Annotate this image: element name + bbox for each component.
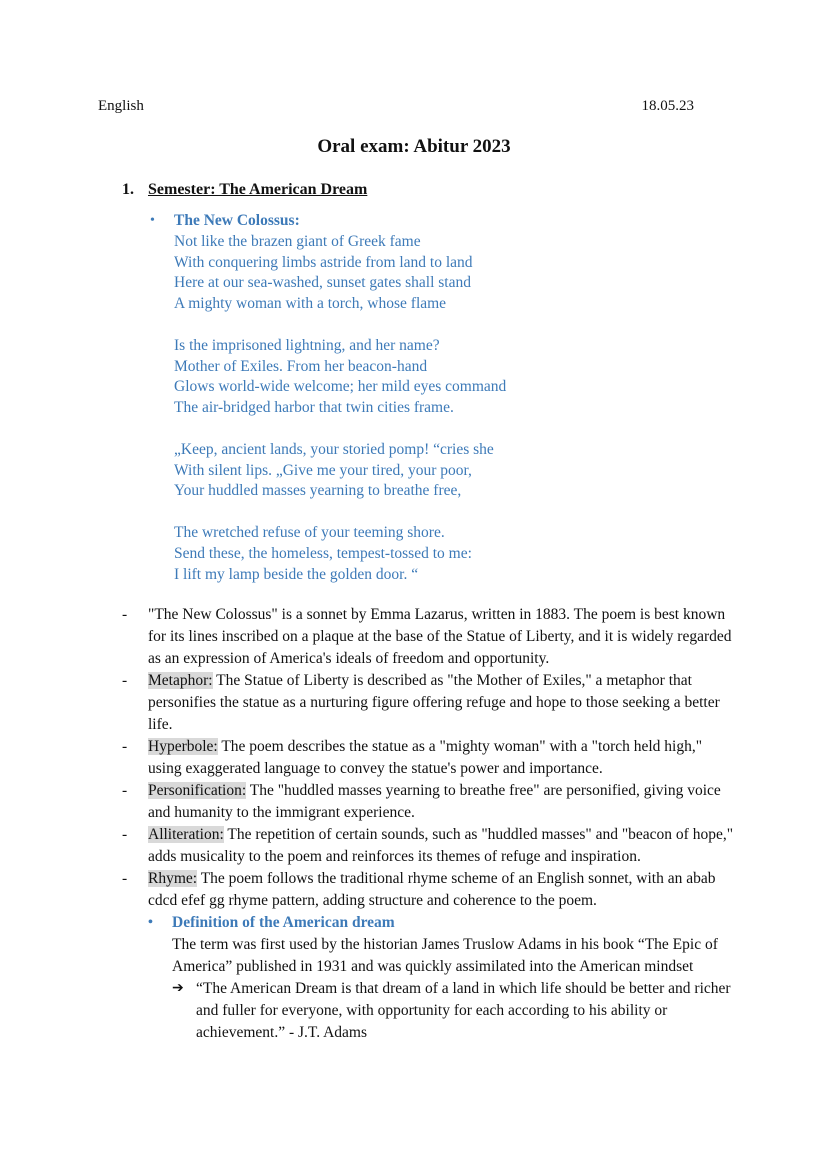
definition-block bbox=[122, 912, 734, 1044]
note-item bbox=[122, 736, 734, 780]
poem-line: Not like the brazen giant of Greek fame bbox=[174, 232, 421, 250]
poem-line: Send these, the homeless, tempest-tossed to me: bbox=[174, 544, 472, 562]
dash-bullet-icon: - bbox=[122, 738, 128, 755]
poem-stanza bbox=[174, 232, 506, 315]
term-label-hyperbole: Hyperbole: bbox=[148, 738, 218, 755]
poem-line: „Keep, ancient lands, your storied pomp! “cries she bbox=[174, 440, 494, 458]
section-number: 1. bbox=[122, 181, 134, 198]
page-header bbox=[98, 98, 694, 115]
dash-bullet-icon: - bbox=[122, 782, 128, 799]
note-item bbox=[122, 868, 734, 912]
poem-stanza bbox=[174, 440, 506, 502]
subject-label: English bbox=[98, 98, 144, 114]
section-heading bbox=[122, 181, 367, 199]
note-text: The poem follows the traditional rhyme scheme of an English sonnet, with an abab cdcd efef gg rhyme pattern, adding structure and coherence to the poem. bbox=[148, 870, 716, 909]
section-title: Semester: The American Dream bbox=[148, 181, 368, 198]
note-item bbox=[122, 604, 734, 670]
note-item bbox=[122, 824, 734, 868]
arrow-right-icon: ➔ bbox=[172, 981, 184, 996]
poem-line: With silent lips. „Give me your tired, your poor, bbox=[174, 461, 472, 479]
poem-line: The air-bridged harbor that twin cities frame. bbox=[174, 399, 454, 417]
term-label-metaphor: Metaphor: bbox=[148, 672, 213, 689]
bullet-icon: • bbox=[150, 213, 155, 228]
term-label-alliteration: Alliteration: bbox=[148, 826, 224, 843]
page-title: Oral exam: Abitur 2023 bbox=[317, 136, 511, 157]
poem-line: A mighty woman with a torch, whose flame bbox=[174, 295, 447, 313]
definition-body bbox=[148, 934, 734, 1044]
term-label-rhyme: Rhyme: bbox=[148, 870, 198, 887]
analysis-notes bbox=[122, 604, 734, 1044]
date-label: 18.05.23 bbox=[641, 98, 694, 114]
definition-heading-line bbox=[148, 912, 734, 934]
poem-line: Here at our sea-washed, sunset gates shall stand bbox=[174, 274, 471, 292]
dash-bullet-icon: - bbox=[122, 870, 128, 887]
poem-block bbox=[150, 211, 506, 585]
note-text: The poem describes the statue as a "mighty woman" with a "torch held high," using exaggerated language to convey the statue's power and importance. bbox=[148, 738, 703, 777]
note-text: The repetition of certain sounds, such as "huddled masses" and "beacon of hope," adds musicality to the poem and reinforces its themes of refuge and inspiration. bbox=[148, 826, 734, 865]
poem-line: With conquering limbs astride from land to land bbox=[174, 253, 473, 271]
note-text: The "huddled masses yearning to breathe free" are personified, giving voice and humanity to the immigrant experience. bbox=[148, 782, 721, 821]
note-text: The Statue of Liberty is described as "the Mother of Exiles," a metaphor that personifies the statue as a nurturing figure offering refuge and hope to those seeking a better life. bbox=[148, 672, 720, 733]
poem-stanza bbox=[174, 523, 506, 585]
definition-text: The term was first used by the historian James Truslow Adams in his book “The Epic of America” published in 1931 and was quickly assimilated into the American mindset bbox=[172, 936, 718, 975]
poem-lines bbox=[150, 232, 506, 586]
note-body bbox=[148, 736, 734, 780]
term-label-personification: Personification: bbox=[148, 782, 247, 799]
poem-line: Your huddled masses yearning to breathe free, bbox=[174, 482, 462, 500]
poem-line: The wretched refuse of your teeming shore. bbox=[174, 523, 445, 541]
note-item bbox=[122, 670, 734, 736]
poem-line: I lift my lamp beside the golden door. “ bbox=[174, 565, 419, 583]
poem-line: Is the imprisoned lightning, and her name? bbox=[174, 336, 440, 354]
poem-title: The New Colossus: bbox=[174, 212, 300, 229]
dash-bullet-icon: - bbox=[122, 672, 128, 689]
dash-bullet-icon: - bbox=[122, 606, 128, 623]
note-body bbox=[148, 670, 734, 736]
note-item bbox=[122, 780, 734, 824]
quote-line bbox=[172, 978, 734, 1044]
note-body bbox=[148, 780, 734, 824]
note-body bbox=[148, 824, 734, 868]
poem-line: Mother of Exiles. From her beacon-hand bbox=[174, 357, 428, 375]
poem-line: Glows world-wide welcome; her mild eyes command bbox=[174, 378, 507, 396]
poem-title-line bbox=[150, 211, 506, 232]
dash-bullet-icon: - bbox=[122, 826, 128, 843]
poem-stanza bbox=[174, 336, 506, 419]
bullet-icon: • bbox=[148, 915, 153, 930]
note-text: "The New Colossus" is a sonnet by Emma Lazarus, written in 1883. The poem is best known for its lines inscribed on a plaque at the base of the Statue of Liberty, and it is widely regarded as an expression of America's ideals of freedom and opportunity. bbox=[148, 606, 732, 667]
note-body bbox=[148, 868, 734, 912]
definition-heading: Definition of the American dream bbox=[172, 914, 395, 931]
adams-quote: “The American Dream is that dream of a land in which life should be better and richer and fuller for everyone, with opportunity for each according to his ability or achievement.” - J.T. Adams bbox=[196, 980, 731, 1041]
